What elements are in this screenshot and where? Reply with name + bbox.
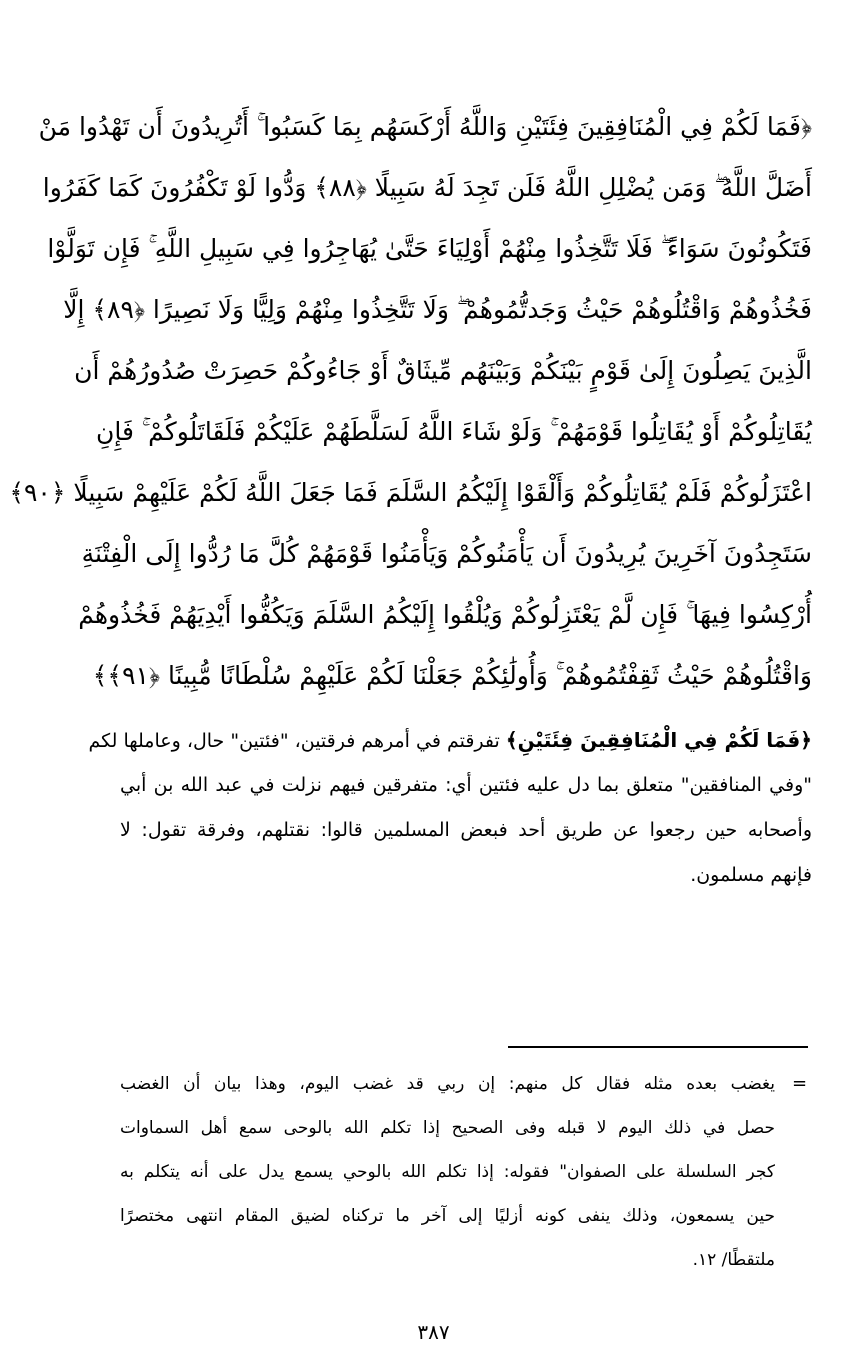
page-number: ٣٨٧ <box>417 1320 450 1344</box>
footnote-line: حين يسمعون، وذلك ينفى كونه أزليًا إلى آخر ما تركناه لضيق المقام انتهى مختصرًا <box>120 1206 775 1226</box>
commentary-line: "وفي المنافقين" متعلق بما دل عليه فئتين أي: متفرقين فيهم نزلت في عبد الله بن أبي <box>120 774 812 796</box>
quran-line: وَاقْتُلُوهُمْ حَيْثُ ثَقِفْتُمُوهُمْ ۚ وَأُولَٰئِكُمْ جَعَلْنَا لَكُمْ عَلَيْهِمْ سُلْطَانًا مُّبِينًا ﴿٩١﴾﴾ <box>92 661 812 690</box>
footnote-line: ملتقطًا/ ١٢. <box>692 1250 775 1270</box>
quran-line: اعْتَزَلُوكُمْ فَلَمْ يُقَاتِلُوكُمْ وَأَلْقَوْا إِلَيْكُمُ السَّلَمَ فَمَا جَعَلَ اللَّهُ لَكُمْ عَلَيْهِمْ سَبِيلًا ﴿٩٠﴾ <box>9 478 812 507</box>
footnote-continuation-marker: = <box>792 1073 808 1094</box>
footnote-line: كجر السلسلة على الصفوان" فقوله: إذا تكلم الله بالوحي يسمع يدل على أنه يتكلم به <box>120 1162 775 1182</box>
quran-line: سَتَجِدُونَ آخَرِينَ يُرِيدُونَ أَن يَأْمَنُوكُمْ وَيَأْمَنُوا قَوْمَهُمْ كُلَّ مَا رُدُّوا إِلَى الْفِتْنَةِ <box>81 539 812 568</box>
quran-line: يُقَاتِلُوكُمْ أَوْ يُقَاتِلُوا قَوْمَهُمْ ۚ وَلَوْ شَاءَ اللَّهُ لَسَلَّطَهُمْ عَلَيْكُمْ فَلَقَاتَلُوكُمْ ۚ فَإِنِ <box>96 417 812 446</box>
quran-line: الَّذِينَ يَصِلُونَ إِلَىٰ قَوْمٍ بَيْنَكُمْ وَبَيْنَهُم مِّيثَاقٌ أَوْ جَاءُوكُمْ حَصِرَتْ صُدُورُهُمْ أَن <box>74 356 812 385</box>
quran-line: ﴿فَمَا لَكُمْ فِي الْمُنَافِقِينَ فِئَتَيْنِ وَاللَّهُ أَرْكَسَهُم بِمَا كَسَبُوا ۚ أَتُرِيدُونَ أَن تَهْدُوا مَنْ <box>38 112 812 141</box>
page-body <box>9 0 812 1300</box>
footnote-separator <box>508 1046 808 1048</box>
quran-line: فَخُذُوهُمْ وَاقْتُلُوهُمْ حَيْثُ وَجَدتُّمُوهُمْ ۖ وَلَا تَتَّخِذُوا مِنْهُمْ وَلِيًّا وَلَا نَصِيرًا ﴿٨٩﴾ إِلَّا <box>63 295 812 324</box>
commentary-text: تفرقتم في أمرهم فرقتين، "فئتين" حال، وعاملها لكم <box>88 730 506 752</box>
commentary-line <box>88 720 812 760</box>
quran-line: أَضَلَّ اللَّهُ ۖ وَمَن يُضْلِلِ اللَّهُ فَلَن تَجِدَ لَهُ سَبِيلًا ﴿٨٨﴾ وَدُّوا لَوْ تَكْفُرُونَ كَمَا كَفَرُوا <box>42 173 812 202</box>
quran-line: أُرْكِسُوا فِيهَا ۚ فَإِن لَّمْ يَعْتَزِلُوكُمْ وَيُلْقُوا إِلَيْكُمُ السَّلَمَ وَيَكُفُّوا أَيْدِيَهُمْ فَخُذُوهُمْ <box>78 600 812 629</box>
quran-line: فَتَكُونُونَ سَوَاءً ۖ فَلَا تَتَّخِذُوا مِنْهُمْ أَوْلِيَاءَ حَتَّىٰ يُهَاجِرُوا فِي سَبِيلِ اللَّهِ ۚ فَإِن تَوَلَّوْا <box>47 234 812 263</box>
commentary-verse-quote: ﴿فَمَا لَكُمْ فِي الْمُنَافِقِينَ فِئَتَيْنِ﴾ <box>505 728 812 752</box>
commentary-line: فإنهم مسلمون. <box>690 864 812 886</box>
footnote-line: حصل في ذلك اليوم لا قبله وفى الصحيح إذا تكلم الله بالوحى سمع أهل السماوات <box>120 1118 775 1138</box>
commentary-line: وأصحابه حين رجعوا عن طريق أحد فبعض المسلمين قالوا: نقتلهم، وفرقة تقول: لا <box>120 819 812 841</box>
footnote-line: يغضب بعده مثله فقال كل منهم: إن ربي قد غضب اليوم، وهذا بيان أن الغضب <box>120 1074 775 1094</box>
